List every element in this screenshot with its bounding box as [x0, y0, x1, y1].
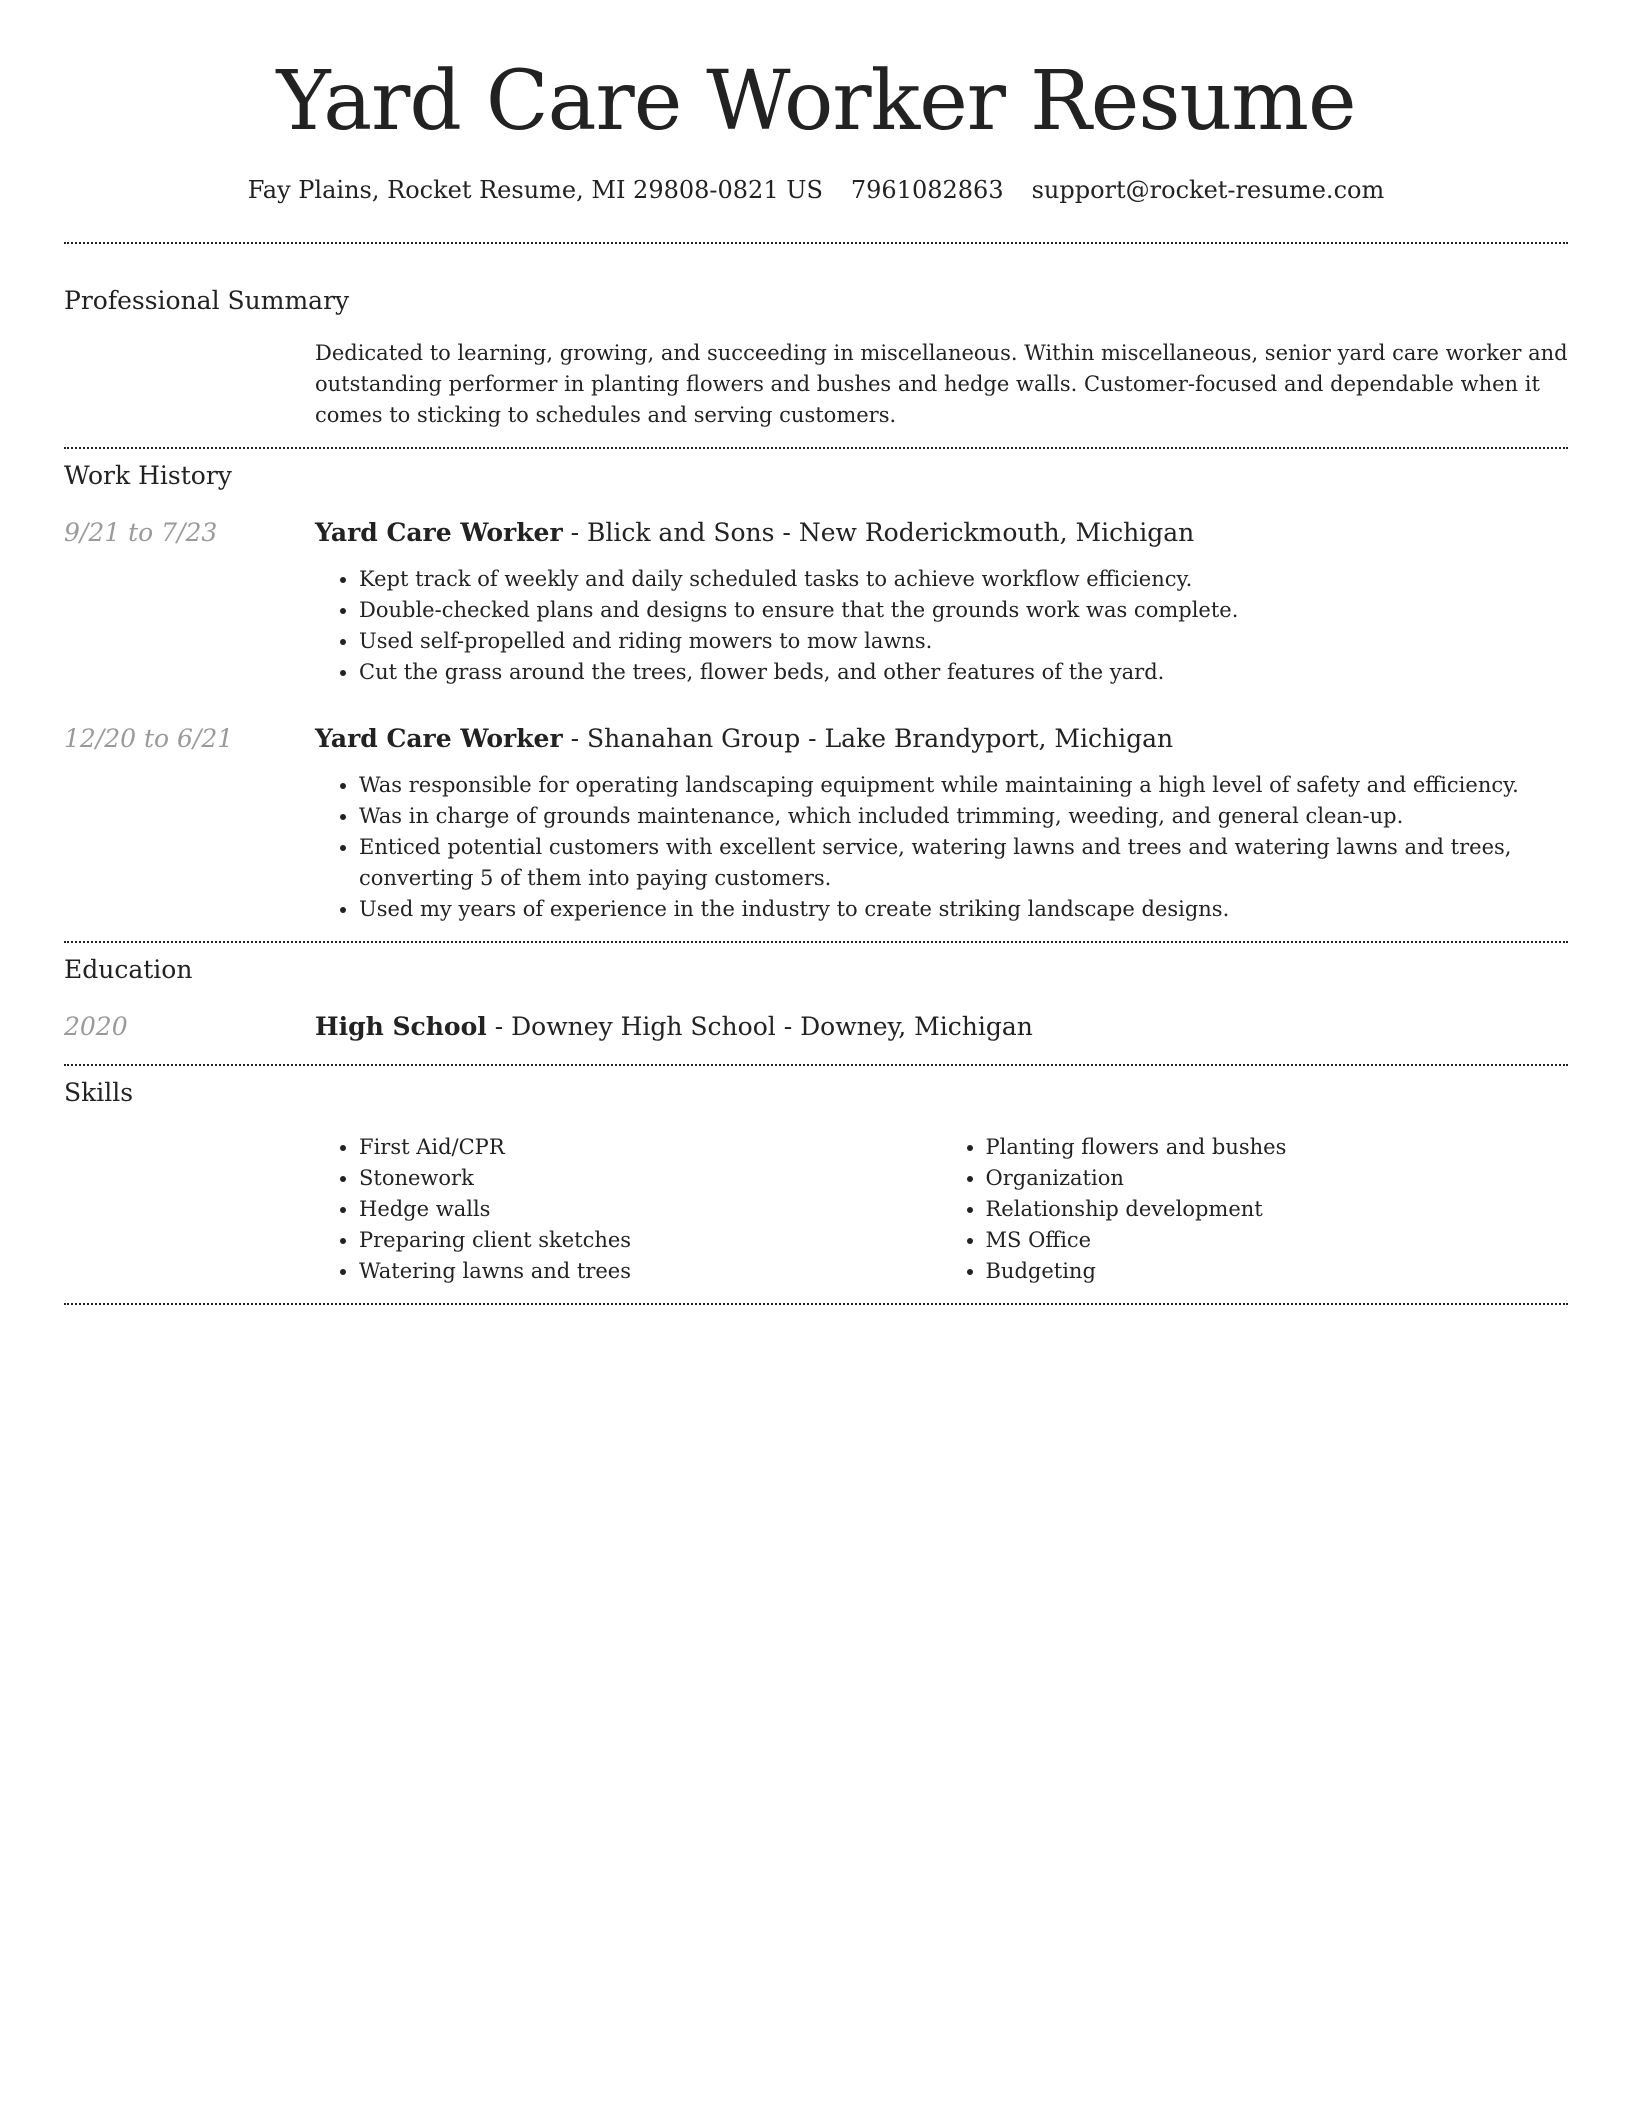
job-entry — [64, 516, 1568, 688]
job-entry — [64, 722, 1568, 925]
divider — [64, 941, 1568, 943]
job-employer: - Shanahan Group - Lake Brandyport, Michigan — [562, 724, 1174, 753]
job-role: Yard Care Worker — [315, 724, 563, 753]
skills-list-left — [315, 1132, 942, 1287]
contact-address: Fay Plains, Rocket Resume, MI 29808-0821 US — [247, 176, 823, 204]
resume-page — [64, 0, 1568, 1305]
skill-item: • Organization — [986, 1163, 1569, 1194]
job-role: Yard Care Worker — [315, 518, 563, 547]
job-title — [315, 722, 1568, 756]
skills-list-right — [942, 1132, 1569, 1287]
education-title — [315, 1010, 1568, 1044]
summary-section — [64, 284, 1568, 431]
skill-item: • Relationship development — [986, 1194, 1569, 1225]
education-year: 2020 — [64, 1012, 128, 1041]
job-bullet: • Was responsible for operating landscaping equipment while maintaining a high level of safety and efficiency. — [359, 770, 1568, 801]
divider — [64, 1303, 1568, 1305]
job-dates: 9/21 to 7/23 — [64, 518, 218, 547]
summary-heading: Professional Summary — [64, 286, 350, 315]
job-bullet: • Kept track of weekly and daily scheduled tasks to achieve workflow efficiency. — [359, 564, 1568, 595]
job-employer: - Blick and Sons - New Roderickmouth, Michigan — [562, 518, 1195, 547]
job-bullet: • Was in charge of grounds maintenance, which included trimming, weeding, and general clean-up. — [359, 801, 1568, 832]
job-bullet: • Cut the grass around the trees, flower beds, and other features of the yard. — [359, 657, 1568, 688]
skills-section — [64, 1076, 1568, 1287]
summary-text: Dedicated to learning, growing, and succeeding in miscellaneous. Within miscellaneous, senior yard care worker and outstanding performer in planting flowers and bushes and hedge walls. Customer-focused and dependable when it comes to sticking to schedules and serving customers. — [315, 341, 1568, 427]
skill-item: • Stonework — [359, 1163, 942, 1194]
work-section — [64, 459, 1568, 925]
skill-item: • Watering lawns and trees — [359, 1256, 942, 1287]
divider — [64, 242, 1568, 244]
skill-item: • Budgeting — [986, 1256, 1569, 1287]
job-bullet: • Enticed potential customers with excellent service, watering lawns and trees and watering lawns and trees, converting 5 of them into paying customers. — [359, 832, 1568, 894]
skill-item: • Hedge walls — [359, 1194, 942, 1225]
contact-email[interactable]: support@rocket-resume.com — [1031, 176, 1385, 204]
education-section — [64, 953, 1568, 1044]
job-title — [315, 516, 1568, 550]
job-bullet: • Used self-propelled and riding mowers to mow lawns. — [359, 626, 1568, 657]
contact-line — [64, 172, 1568, 208]
job-bullet: • Used my years of experience in the industry to create striking landscape designs. — [359, 894, 1568, 925]
job-bullet: • Double-checked plans and designs to ensure that the grounds work was complete. — [359, 595, 1568, 626]
divider — [64, 447, 1568, 449]
contact-phone: 7961082863 — [850, 176, 1004, 204]
job-bullets — [315, 564, 1568, 688]
education-degree: High School — [315, 1012, 487, 1041]
job-bullets — [315, 770, 1568, 925]
divider — [64, 1064, 1568, 1066]
work-heading: Work History — [64, 461, 232, 490]
skill-item: • Preparing client sketches — [359, 1225, 942, 1256]
skill-item: • First Aid/CPR — [359, 1132, 942, 1163]
job-dates: 12/20 to 6/21 — [64, 724, 234, 753]
skill-item: • MS Office — [986, 1225, 1569, 1256]
skill-item: • Planting flowers and bushes — [986, 1132, 1569, 1163]
education-school: - Downey High School - Downey, Michigan — [486, 1012, 1033, 1041]
resume-title: Yard Care Worker Resume — [276, 54, 1356, 149]
education-heading: Education — [64, 955, 193, 984]
skills-heading: Skills — [64, 1078, 134, 1107]
